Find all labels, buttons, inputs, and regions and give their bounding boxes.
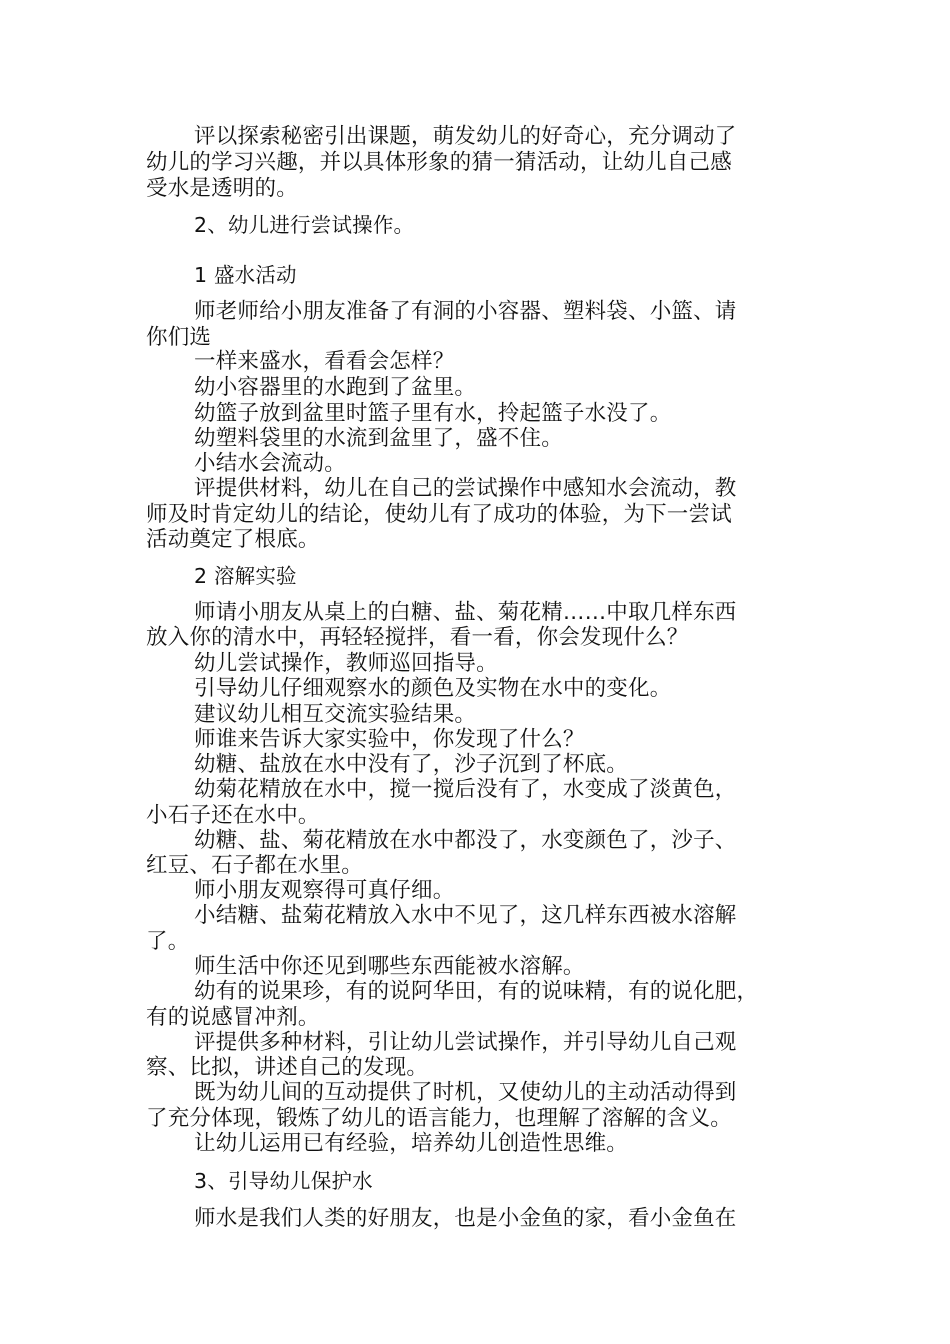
paragraph-line: 引导幼儿仔细观察水的颜色及实物在水中的变化。	[194, 676, 672, 701]
paragraph-line: 活动奠定了根底。	[146, 527, 320, 552]
paragraph-line: 师及时肯定幼儿的结论，使幼儿有了成功的体验，为下一尝试	[146, 502, 732, 527]
paragraph-line: 幼儿的学习兴趣，并以具体形象的猜一猜活动，让幼儿自己感	[146, 150, 732, 175]
paragraph-line: 评提供多种材料，引让幼儿尝试操作，并引导幼儿自己观	[194, 1030, 737, 1055]
paragraph-line: 幼儿尝试操作，教师巡回指导。	[194, 651, 498, 676]
paragraph-line: 评以探索秘密引出课题，萌发幼儿的好奇心，充分调动了	[194, 124, 737, 149]
paragraph-line: 受水是透明的。	[146, 176, 298, 201]
subsection-heading: 2 溶解实验	[194, 564, 297, 588]
paragraph-line: 放入你的清水中，再轻轻搅拌，看一看，你会发现什么？	[146, 625, 689, 650]
paragraph-line: 评提供材料，幼儿在自己的尝试操作中感知水会流动，教	[194, 476, 737, 501]
paragraph-line: 师老师给小朋友准备了有洞的小容器、塑料袋、小篮、请	[194, 299, 737, 324]
paragraph-line: 幼小容器里的水跑到了盆里。	[194, 375, 477, 400]
paragraph-line: 幼菊花精放在水中，搅一搅后没有了，水变成了淡黄色，	[194, 777, 737, 802]
paragraph-line: 让幼儿运用已有经验，培养幼儿创造性思维。	[194, 1131, 629, 1156]
paragraph-line: 幼糖、盐、菊花精放在水中都没了，水变颜色了，沙子、	[194, 828, 737, 853]
paragraph-line: 既为幼儿间的互动提供了时机，又使幼儿的主动活动得到	[194, 1080, 737, 1105]
paragraph-line: 了充分体现，锻炼了幼儿的语言能力，也理解了溶解的含义。	[146, 1106, 732, 1131]
paragraph-line: 小结糖、盐菊花精放入水中不见了，这几样东西被水溶解	[194, 903, 737, 928]
section-heading: 2、幼儿进行尝试操作。	[194, 213, 415, 237]
paragraph-line: 红豆、石子都在水里。	[146, 853, 364, 878]
paragraph-line: 你们选	[146, 325, 212, 350]
paragraph-line: 有的说感冒冲剂。	[146, 1005, 320, 1030]
paragraph-line: 了。	[146, 929, 190, 954]
paragraph-line: 师谁来告诉大家实验中，你发现了什么？	[194, 727, 585, 752]
paragraph-line: 师生活中你还见到哪些东西能被水溶解。	[194, 954, 585, 979]
paragraph-line: 幼糖、盐放在水中没有了，沙子沉到了杯底。	[194, 752, 629, 777]
paragraph-line: 师小朋友观察得可真仔细。	[194, 878, 455, 903]
paragraph-line: 小结水会流动。	[194, 451, 346, 476]
subsection-heading: 1 盛水活动	[194, 263, 297, 287]
paragraph-line: 师请小朋友从桌上的白糖、盐、菊花精……中取几样东西	[194, 600, 737, 625]
paragraph-line: 幼有的说果珍，有的说阿华田，有的说味精，有的说化肥，	[194, 979, 759, 1004]
paragraph-line: 幼篮子放到盆里时篮子里有水，拎起篮子水没了。	[194, 401, 672, 426]
paragraph-line: 师水是我们人类的好朋友，也是小金鱼的家，看小金鱼在	[194, 1206, 737, 1231]
paragraph-line: 建议幼儿相互交流实验结果。	[194, 702, 477, 727]
paragraph-line: 察、比拟，讲述自己的发现。	[146, 1055, 429, 1080]
paragraph-line: 一样来盛水，看看会怎样？	[194, 349, 455, 374]
section-heading: 3、引导幼儿保护水	[194, 1169, 373, 1193]
paragraph-line: 小石子还在水中。	[146, 803, 320, 828]
paragraph-line: 幼塑料袋里的水流到盆里了，盛不住。	[194, 426, 563, 451]
